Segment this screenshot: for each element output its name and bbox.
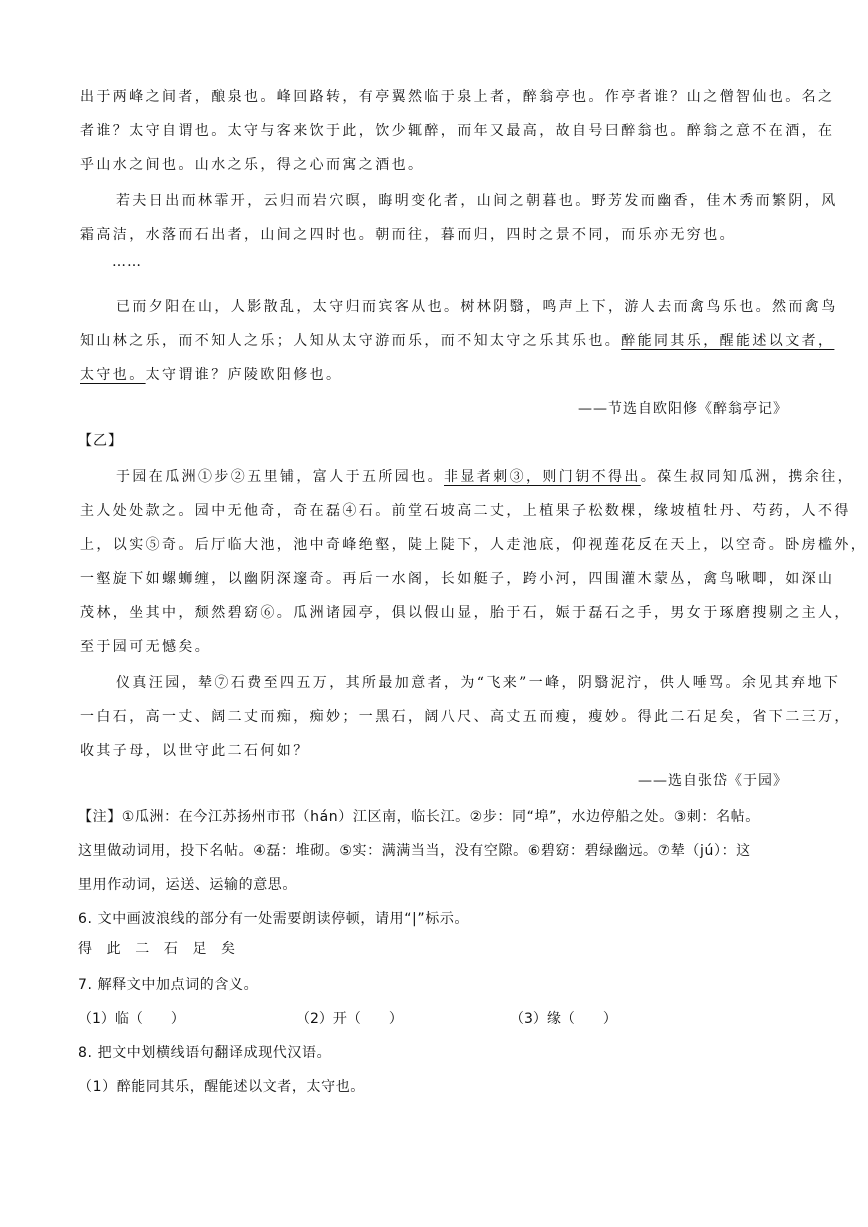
text-line [80,358,788,392]
text-line: 主人处处款之。园中无他奇，奇在磊④石。前堂石坡高二丈，上植果子松数棵，缘坡植牡丹、芍药，人不得 [80,503,851,519]
text-line: 一白石，高一丈、阔二丈而痴，痴妙；一黑石，阔八尺、高丈五而瘦，瘦妙。得此二石足矣，省下二三万， [80,709,851,725]
passage-jia-para2 [80,184,838,252]
ellipsis: …… [112,254,142,270]
passage-jia-para3 [80,290,838,392]
passage-yi-para2 [80,666,851,768]
plain-text: 知山林之乐，而不知人之乐；人知从太守游而乐，而不知太守之乐其乐也。 [80,333,622,349]
char: 矣 [221,941,236,957]
text-line: 乎山水之间也。山水之乐，得之心而寓之酒也。 [80,157,425,173]
notes-line: 【注】①瓜洲：在今江苏扬州市邗（hán）江区南，临长江。②步：同“埠”，水边停船之处。③刺：名帖。 [78,809,760,825]
question-7-item-1: （1）临（ ） [78,1011,185,1027]
text-line: 者谁？太守自谓也。太守与客来饮于此，饮少辄醉，而年又最高，故自号曰醉翁也。醉翁之意不在酒，在 [80,123,835,139]
question-7-item-2: （2）开（ ） [296,1011,403,1027]
text-line: 茂林，坐其中，颓然碧窈⑥。瓜洲诸园亭，俱以假山显，胎于石，娠于磊石之手，男女于琢磨搜剔之主人， [80,605,851,621]
notes-line: 里用作动词，运送、运输的意思。 [78,877,297,893]
text-line: 一壑旋下如螺蛳缠，以幽阴深邃奇。再后一水阁，长如艇子，跨小河，四围灌木蒙丛，禽鸟啾唧，如深山 [80,571,835,587]
char: 足 [192,941,208,957]
question-6-characters [78,934,250,964]
char: 此 [106,941,122,957]
question-7-item-3: （3）缘（ ） [510,1011,617,1027]
char: 得 [78,941,93,957]
text-line: 仪真汪园，辇⑦石费至四五万，其所最加意者，为“飞来”一峰，阴翳泥泞，供人唾骂。余见其弃地下 [116,675,841,691]
underlined-sentence: 醉能同其乐，醒能述以文者， [621,333,835,349]
text-line: 已而夕阳在山，人影散乱，太守归而宾客从也。树林阴翳，鸣声上下，游人去而禽鸟乐也。然而禽鸟 [116,299,838,315]
passage-yi-para1 [80,460,868,664]
plain-text: 太守谓谁？庐陵欧阳修也。 [145,367,343,383]
text-line: 若夫日出而林霏开，云归而岩穴暝，晦明变化者，山间之朝暮也。野芳发而幽香，佳木秀而繁阴，风 [116,193,838,209]
notes-line: 这里做动词用，投下名帖。④磊：堆砌。⑤实：满满当当，没有空隙。⑥碧窈：碧绿幽远。⑦辇（jú）：这 [78,843,751,859]
question-7: 7. 解释文中加点词的含义。 [78,977,259,993]
underlined-sentence: 非显者刺③，则门钥不得出 [444,469,641,485]
text-line: 收其子母，以世守此二石何如？ [80,743,310,759]
text-line: 至于园可无憾矣。 [80,639,212,655]
section-label-yi: 【乙】 [78,433,123,449]
source-citation-yi: ——选自张岱《于园》 [638,773,788,789]
text-line: 出于两峰之间者，酿泉也。峰回路转，有亭翼然临于泉上者，醉翁亭也。作亭者谁？山之僧智仙也。名之 [80,89,835,105]
question-6: 6. 文中画波浪线的部分有一处需要朗读停顿，请用“|”标示。 [78,911,470,927]
source-citation-jia: ——节选自欧阳修《醉翁亭记》 [578,401,788,417]
underlined-sentence: 太守也。 [80,367,146,383]
char: 石 [163,941,179,957]
text-line [80,460,855,494]
plain-text: 。葆生叔同知瓜洲，携余往， [640,469,855,485]
passage-jia-para1 [80,80,835,182]
plain-text: 于园在瓜洲①步②五里铺，富人于五所园也。 [116,469,444,485]
question-8-item-1: （1）醉能同其乐，醒能述以文者，太守也。 [78,1079,365,1095]
text-line: 上，以实⑤奇。后厅临大池，池中奇峰绝壑，陡上陡下，人走池底，仰视莲花反在天上，以空奇。卧房槛外， [80,537,868,553]
question-8: 8. 把文中划横线语句翻译成现代汉语。 [78,1045,332,1061]
text-line [80,324,835,358]
char: 二 [135,941,150,957]
text-line: 霜高洁，水落而石出者，山间之四时也。朝而往，暮而归，四时之景不同，而乐亦无穷也。 [80,227,736,243]
